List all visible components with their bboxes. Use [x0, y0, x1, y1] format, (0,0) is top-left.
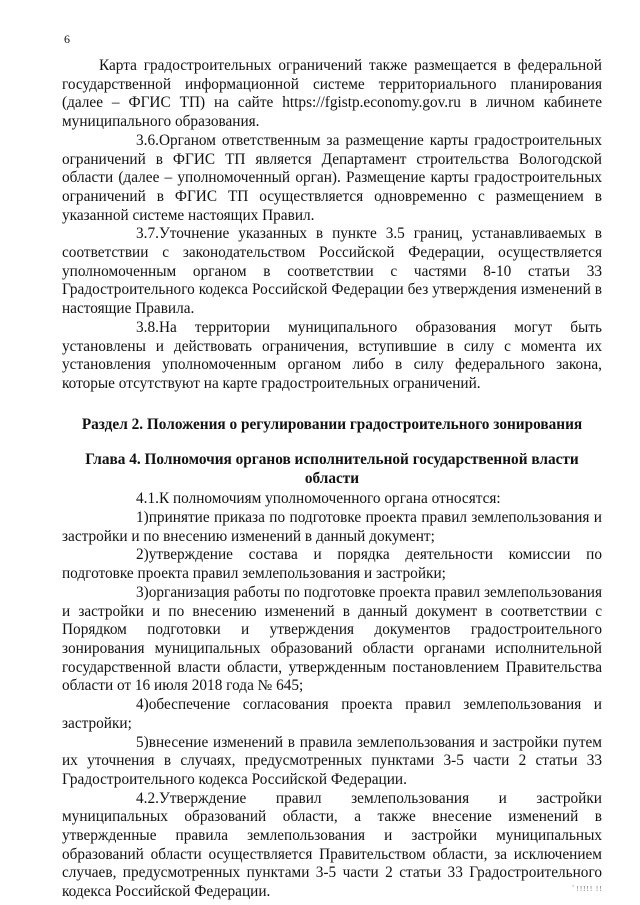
- list-item-number: 4): [136, 696, 149, 714]
- paragraph-text: Утверждение правил землепользования и застройки муниципальных образований области, а также внесение изменений в утвержденные правила землепользования и застройки муниципальных образований области осуществляется Правительством области, за исключением случаев, предусмотренных пунктами 3-5 части 2 статьи 33 Градостроительного кодекса Российской Федерации.: [62, 789, 602, 901]
- paragraph-text: К полномочиям уполномоченного органа относятся:: [158, 490, 501, 508]
- paragraph-3-6: [62, 132, 602, 226]
- list-item-text: организация работы по подготовке проекта правил землепользования и застройки и по внесению изменений в данный документ в соответствии с Порядком подготовки и утверждения документов градостроительного зонирования муниципальных образований области органами исполнительной государственной власти области, утвержденным постановлением Правительства области от 16 июля 2018 года № 645;: [62, 583, 602, 695]
- paragraph-number: 4.2.: [136, 789, 159, 807]
- paragraph-text: На территории муниципального образования могут быть установлены и действовать ограничения, вступившие в силу с момента их установления уполномоченным органом либо в силу федерального закона, которые отсутствуют на карте градостроительных ограничений.: [62, 318, 602, 392]
- list-item-number: 2): [136, 546, 149, 564]
- paragraph-3-7: [62, 225, 602, 319]
- list-item-number: 3): [136, 583, 149, 601]
- list-item-4: [62, 696, 602, 733]
- paragraph-number: 3.7.: [136, 225, 159, 243]
- paragraph-text: Уточнение указанных в пункте 3.5 границ, устанавливаемых в соответствии с законодательством Российской Федерации, осуществляется уполномоченным органом в соответствии с частями 8-10 статьи 33 Градостроительного кодекса Российской Федерации без утверждения изменений в настоящие Правила.: [62, 225, 602, 318]
- footer-mark: ﾞ!!!!! !!: [572, 885, 603, 893]
- list-item-text: принятие приказа по подготовке проекта правил землепользования и застройки и по внесению изменений в данный документ;: [62, 509, 602, 545]
- list-item-text: обеспечение согласования проекта правил землепользования и застройки;: [62, 696, 602, 732]
- chapter-title: [62, 451, 602, 488]
- paragraph-3-8: [62, 319, 602, 394]
- page-number: 6: [64, 32, 70, 46]
- chapter-title-line1: Глава 4. Полномочия органов исполнительной государственной власти: [85, 451, 579, 469]
- paragraph-number: 4.1.: [136, 490, 159, 508]
- paragraph-number: 3.8.: [136, 318, 159, 336]
- document-body: [62, 57, 602, 902]
- list-item-2: [62, 546, 602, 583]
- paragraph-map-publication: [62, 57, 602, 132]
- paragraph-4-1: [62, 490, 602, 509]
- paragraph-text: Органом ответственным за размещение карты градостроительных ограничений в ФГИС ТП является Департамент строительства Вологодской области (далее – уполномоченный орган). Размещение карты градостроительных ограничений в ФГИС ТП осуществляется одновременно с размещением в указанной системе настоящих Правил.: [62, 131, 602, 224]
- list-item-text: внесение изменений в правила землепользования и застройки путем их уточнения в случаях, предусмотренных пунктами 3-5 части 2 статьи 33 Градостроительного кодекса Российской Федерации.: [62, 733, 602, 788]
- list-item-number: 1): [136, 509, 149, 527]
- list-item-3: [62, 584, 602, 696]
- paragraph-4-2: [62, 790, 602, 902]
- paragraph-text: Карта градостроительных ограничений также размещается в федеральной государственной информационной системе территориального планирования (далее – ФГИС ТП) на сайте https://fgistp.economy.gov.ru в личном кабинете муниципального образования.: [62, 57, 602, 131]
- chapter-title-line2: области: [304, 469, 360, 487]
- list-item-number: 5): [136, 733, 149, 751]
- section-title: Раздел 2. Положения о регулировании градостроительного зонирования: [81, 415, 583, 433]
- list-item-5: [62, 734, 602, 790]
- paragraph-number: 3.6.: [136, 131, 159, 149]
- list-item-text: утверждение состава и порядка деятельности комиссии по подготовке проекта правил землепользования и застройки;: [62, 546, 602, 583]
- list-item-1: [62, 509, 602, 546]
